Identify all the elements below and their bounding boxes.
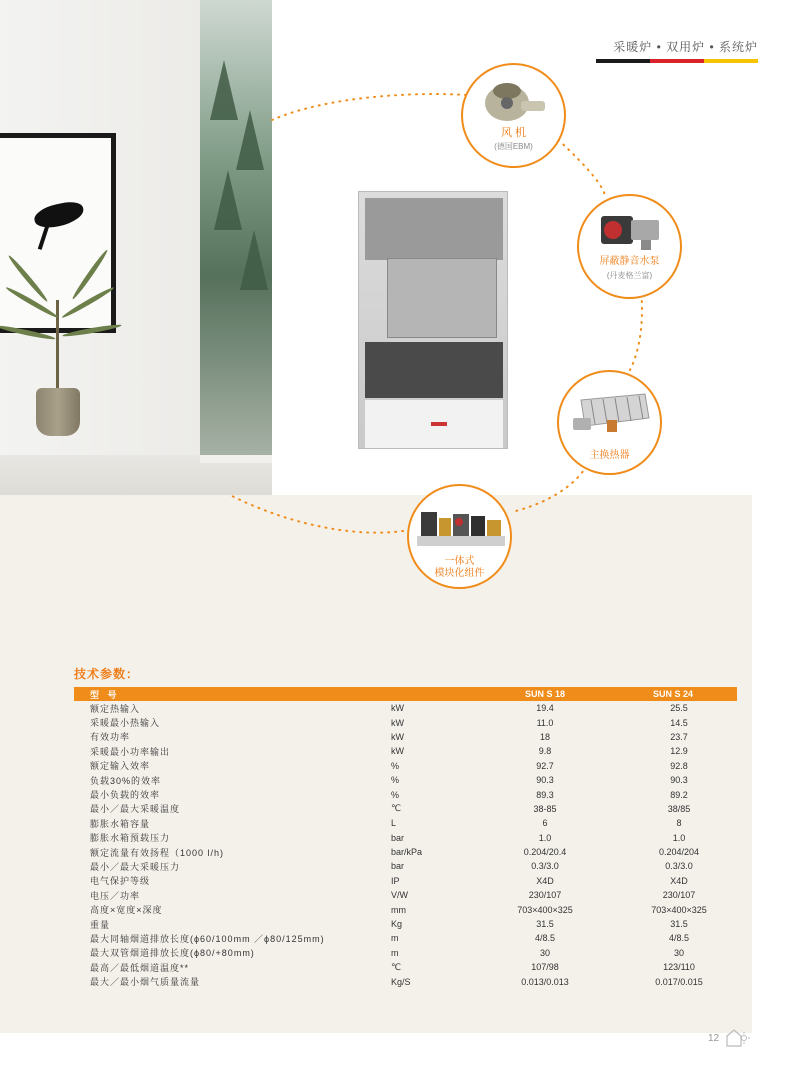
spec-value-s24: 230/107 (662, 890, 696, 901)
boiler-fan-section (365, 198, 503, 260)
spec-row (74, 974, 737, 988)
spec-param-name: 重量 (90, 919, 111, 930)
spec-row (74, 931, 737, 945)
spec-param-unit: % (391, 775, 400, 786)
spec-row (74, 888, 737, 902)
page-number: 12 (708, 1033, 720, 1044)
pump-label: 屏蔽静音水泵 (599, 256, 660, 267)
spec-row (74, 701, 737, 715)
spec-param-unit: Kg (391, 919, 403, 930)
pine-tree (236, 110, 264, 170)
spec-row (74, 946, 737, 960)
boiler-brand-logo (431, 422, 447, 426)
spec-param-unit: bar/kPa (391, 847, 423, 858)
spec-value-s24: 4/8.5 (668, 933, 690, 944)
spec-param-name: 额定输入效率 (90, 761, 151, 772)
wall-hung-boiler-image (358, 191, 508, 449)
spec-value-s18: 9.8 (538, 746, 552, 757)
pine-tree (240, 230, 268, 290)
spec-value-s18: 1.0 (538, 832, 552, 843)
spec-param-name: 有效功率 (90, 732, 131, 743)
spec-param-name: 膨胀水箱容量 (90, 818, 151, 829)
spec-row (74, 917, 737, 931)
spec-value-s24: 31.5 (670, 919, 688, 930)
spec-row (74, 802, 737, 816)
spec-param-unit: mm (391, 904, 406, 915)
spec-value-s24: 90.3 (670, 775, 688, 786)
module-label-line2: 模块化组件 (434, 568, 485, 579)
spec-value-s24: 0.204/204 (658, 847, 700, 858)
spec-param-name: 电压／功率 (90, 890, 141, 901)
spec-col-sun-s24: SUN S 24 (609, 687, 737, 701)
spec-param-name: 电气保护等级 (90, 876, 151, 887)
spec-header-row (74, 687, 737, 701)
spec-value-s18: 11.0 (536, 717, 554, 728)
integrated-module-icon (415, 504, 507, 554)
spec-param-name: 最小负载的效率 (90, 790, 161, 801)
spec-value-s18: 38-85 (533, 803, 557, 814)
spec-col-unit (391, 687, 481, 701)
spec-param-name: 额定流量有效扬程（1000 l/h) (90, 847, 225, 858)
spec-title: 技术参数： (74, 667, 140, 681)
pine-tree (214, 170, 242, 230)
plant-pot (36, 388, 80, 436)
spec-value-s18: 0.204/20.4 (523, 847, 567, 858)
flag-color-bar (596, 59, 758, 63)
spec-param-unit: bar (391, 832, 405, 843)
spec-value-s24: 38/85 (667, 803, 691, 814)
heat-exchanger-label: 主换热器 (589, 450, 630, 461)
spec-value-s24: 0.017/0.015 (655, 976, 703, 987)
fan-label: 风 机 (500, 127, 527, 139)
spec-row (74, 744, 737, 758)
spec-value-s18: 0.3/3.0 (531, 861, 559, 872)
spec-row (74, 874, 737, 888)
spec-row (74, 787, 737, 801)
spec-value-s24: 89.2 (670, 789, 688, 800)
spec-value-s24: 1.0 (672, 832, 686, 843)
spec-value-s18: 4/8.5 (534, 933, 556, 944)
spec-value-s18: 6 (542, 818, 548, 829)
spec-row (74, 831, 737, 845)
fan-blower-icon (481, 77, 547, 125)
spec-param-unit: % (391, 789, 400, 800)
category-title: 采暖炉 • 双用炉 • 系统炉 (613, 40, 758, 54)
spec-row (74, 730, 737, 744)
spec-param-unit: kW (391, 731, 404, 742)
spec-row (74, 759, 737, 773)
spec-param-name: 采暖最小热输入 (90, 718, 161, 729)
spec-param-unit: L (391, 818, 397, 829)
pump-sublabel: (丹麦格兰富) (606, 271, 653, 280)
spec-value-s18: 19.4 (536, 703, 554, 714)
flag-stripe-black (596, 59, 650, 63)
spec-param-name: 负载30%的效率 (90, 775, 162, 786)
spec-value-s24: 703×400×325 (651, 904, 707, 915)
spec-param-unit: m (391, 933, 399, 944)
fan-callout-circle (461, 63, 566, 168)
spec-value-s24: 23.7 (670, 731, 688, 742)
spec-row (74, 960, 737, 974)
module-callout-circle (407, 484, 512, 589)
spec-value-s18: 0.013/0.013 (521, 976, 569, 987)
spec-value-s18: 703×400×325 (517, 904, 573, 915)
spec-param-unit: IP (391, 875, 400, 886)
spec-param-name: 最小／最大采暖压力 (90, 861, 181, 872)
spec-row (74, 859, 737, 873)
spec-row (74, 816, 737, 830)
spec-param-unit: m (391, 947, 399, 958)
spec-param-name: 最大双管烟道排放长度(ϕ80/+80mm) (90, 948, 255, 959)
spec-param-unit: Kg/S (391, 976, 411, 987)
plant-stem (56, 300, 59, 392)
spec-param-unit: kW (391, 717, 404, 728)
spec-param-name: 最大／最小烟气质量流量 (90, 977, 201, 988)
spec-param-unit: % (391, 760, 400, 771)
spec-col-model: 型 号 (74, 687, 391, 701)
spec-value-s18: 89.3 (536, 789, 554, 800)
water-pump-icon (597, 210, 663, 254)
category-header (596, 38, 758, 63)
spec-param-name: 膨胀水箱预载压力 (90, 833, 171, 844)
spec-row (74, 773, 737, 787)
flag-stripe-yellow (704, 59, 758, 63)
home-sun-icon (724, 1028, 750, 1048)
spec-value-s24: 30 (673, 947, 684, 958)
heat-exchanger-icon (571, 390, 651, 434)
spec-param-unit: kW (391, 746, 404, 757)
module-label-line1: 一体式 (444, 556, 475, 567)
spec-value-s24: 0.3/3.0 (665, 861, 693, 872)
spec-value-s18: 230/107 (528, 890, 562, 901)
spec-param-unit: ℃ (391, 803, 402, 814)
fan-sublabel: (德国EBM) (494, 142, 533, 151)
boiler-combustion-chamber (387, 258, 497, 338)
spec-value-s18: 107/98 (531, 962, 559, 973)
spec-value-s24: 123/110 (663, 962, 695, 973)
heat-exchanger-callout-circle (557, 370, 662, 475)
interior-photo (0, 0, 272, 495)
window-ledge (200, 455, 272, 463)
spec-param-unit: ℃ (391, 961, 402, 972)
spec-param-name: 最高／最低烟道温度** (90, 962, 190, 973)
spec-param-name: 最大同轴烟道排放长度(ϕ60/100mm ／ϕ80/125mm) (90, 933, 325, 944)
spec-value-s18: 18 (539, 731, 550, 742)
spec-table (74, 687, 737, 989)
spec-value-s18: 90.3 (536, 775, 554, 786)
spec-value-s24: 25.5 (670, 703, 688, 714)
spec-col-sun-s18: SUN S 18 (481, 687, 609, 701)
spec-param-name: 最小／最大采暖温度 (90, 804, 181, 815)
spec-param-unit: bar (391, 861, 405, 872)
spec-value-s24: X4D (670, 875, 688, 886)
boiler-hydraulic-section (365, 342, 503, 398)
spec-param-unit: V/W (391, 890, 408, 901)
spec-param-name: 额定热输入 (90, 703, 141, 714)
spec-row (74, 845, 737, 859)
spec-value-s18: 30 (539, 947, 550, 958)
spec-param-name: 采暖最小功率输出 (90, 746, 171, 757)
spec-param-name: 高度×宽度×深度 (90, 905, 163, 916)
spec-value-s24: 14.5 (670, 717, 688, 728)
spec-param-unit: kW (391, 703, 404, 714)
spec-value-s18: 92.7 (536, 760, 554, 771)
spec-value-s24: 12.9 (670, 746, 688, 757)
pump-callout-circle (577, 194, 682, 299)
flag-stripe-red (650, 59, 704, 63)
spec-row (74, 902, 737, 916)
spec-value-s24: 92.8 (670, 760, 688, 771)
spec-value-s18: 31.5 (536, 919, 554, 930)
pine-tree (210, 60, 238, 120)
spec-row (74, 715, 737, 729)
ink-painting (32, 199, 85, 231)
spec-value-s24: 8 (676, 818, 682, 829)
spec-value-s18: X4D (536, 875, 554, 886)
